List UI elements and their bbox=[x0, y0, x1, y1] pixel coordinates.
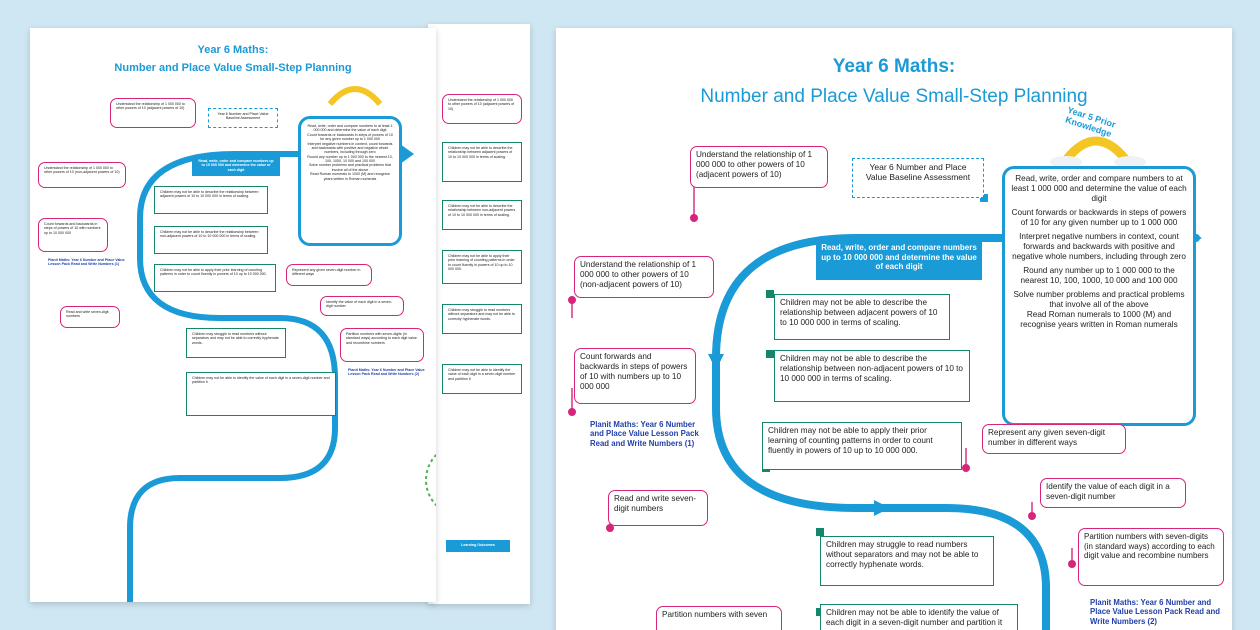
resource-link[interactable]: Planit Maths: Year 6 Number and Place Value Lesson Pack Read and Write Numbers (2) bbox=[1090, 598, 1221, 626]
left-misconception-box: Children may not be able to describe the relationship between non-adjacent powers of 10 to 10 000 000 in terms of scaling. bbox=[154, 226, 268, 254]
page-title-line1: Year 6 Maths: bbox=[832, 56, 956, 77]
left-title-line1: Year 6 Maths: bbox=[197, 44, 269, 56]
left-objective-banner: Read, write, order and compare numbers up to 10 000 000 and determine the value of each digit bbox=[192, 156, 280, 176]
back-misconception-box: Children may not be able to describe the relationship between adjacent powers of 10 to 10 000 000 in terms of scaling. bbox=[442, 142, 522, 182]
baseline-assessment-box: Year 6 Number and Place Value Baseline Assessment bbox=[852, 158, 984, 198]
left-title-line2: Number and Place Value Small-Step Planning bbox=[114, 62, 352, 74]
step-box: Represent any given seven-digit number in different ways bbox=[982, 424, 1126, 454]
left-rainbow-ring bbox=[426, 444, 436, 516]
left-sun-icon bbox=[330, 89, 380, 104]
step-box: Identify the value of each digit in a seven-digit number bbox=[1040, 478, 1186, 508]
left-resource-link[interactable]: Planit Maths: Year 6 Number and Place Value Lesson Pack Read and Write Numbers (1) bbox=[48, 258, 125, 267]
left-step-box: Count forwards and backwards in steps of powers of 10 with numbers up to 10 000 000 bbox=[38, 218, 108, 252]
misconception-box: Children may not be able to apply their prior learning of counting patterns in order to count fluently in powers of 10 up to 10 000 000. bbox=[762, 422, 962, 470]
back-misconception-box: Children may not be able to describe the relationship between non-adjacent powers of 10 to 10 000 000 in terms of scaling. bbox=[442, 200, 522, 230]
left-step-box: Represent any given seven-digit number in different ways bbox=[286, 264, 372, 286]
prior-item: Read Roman numerals to 1000 (M) and recognise years written in Roman numerals bbox=[1020, 310, 1178, 329]
back-step-box: Understand the relationship of 1 000 000 to other powers of 10 (adjacent powers of 10) bbox=[442, 94, 522, 124]
left-misconception-box: Children may not be able to identify the value of each digit in a seven-digit number and partition it bbox=[186, 372, 336, 416]
prior-item: Count forwards or backwards in steps of powers of 10 for any given number up to 1 000 000 bbox=[1011, 208, 1187, 227]
back-misconception-box: Children may struggle to read numbers without separators and may not be able to correctly hyphenate words. bbox=[442, 304, 522, 334]
left-misconception-box: Children may not be able to describe the relationship between adjacent powers of 10 to 10 000 000 in terms of scaling. bbox=[154, 186, 268, 214]
misconception-box: Children may not be able to identify the value of each digit in a seven-digit number and partition it bbox=[820, 604, 1018, 630]
misconception-box: Children may not be able to describe the relationship between non-adjacent powers of 10 to 10 000 000 in terms of scaling. bbox=[774, 350, 970, 402]
left-misconception-box: Children may struggle to read numbers without separators and may not be able to correctly hyphenate words. bbox=[186, 328, 286, 358]
left-baseline-assessment: Year 6 Number and Place Value Baseline Assessment bbox=[208, 108, 278, 128]
main-worksheet-page bbox=[556, 28, 1232, 630]
prior-item: Solve number problems and practical problems that involve all of the above bbox=[1013, 290, 1185, 309]
step-box: Read and write seven-digit numbers bbox=[608, 490, 708, 526]
back-misconception-box: Children may not be able to identify the value of each digit in a seven-digit number and partition it bbox=[442, 364, 522, 394]
left-prior-knowledge-box: Read, write, order and compare numbers to at least 1 000 000 and determine the value of each digit Count forwards or backwards in steps of powers of 10 for any given number up to 1 000 000 Interpret negative numbers in context, count forwards and backwards with positive and negative whole numbers, including through zero Round any number up to 1 000 000 to the nearest 10, 100, 1000, 10 000 and 100 000 Solve number problems and practical problems that involve all of the above Read Roman numerals to 1000 (M) and recognise years written in Roman numerals bbox=[298, 116, 402, 246]
prior-knowledge-heading: Year 5 Prior Knowledge bbox=[1064, 104, 1117, 139]
step-box: Understand the relationship of 1 000 000 to other powers of 10 (adjacent powers of 10) bbox=[690, 146, 828, 188]
back-sheet-tab: Learning Outcomes bbox=[446, 540, 510, 552]
step-box: Partition numbers with seven-digits (in standard ways) according to each digit value and recombine numbers bbox=[1078, 528, 1224, 586]
back-worksheet-page bbox=[428, 24, 530, 604]
left-step-box: Identify the value of each digit in a seven-digit number bbox=[320, 296, 404, 316]
objective-banner: Read, write, order and compare numbers up to 10 000 000 and determine the value of each digit bbox=[816, 240, 982, 280]
step-box: Count forwards and backwards in steps of powers of 10 with numbers up to 10 000 000 bbox=[574, 348, 696, 404]
left-step-box: Understand the relationship of 1 000 000 to other powers of 10 (adjacent powers of 10) bbox=[110, 98, 196, 128]
page-title-line2: Number and Place Value Small-Step Planning bbox=[700, 86, 1088, 107]
path-arrow-icon bbox=[874, 500, 890, 516]
left-worksheet-page bbox=[30, 28, 436, 602]
left-step-box: Read and write seven-digit numbers bbox=[60, 306, 120, 328]
prior-item: Interpret negative numbers in context, count forwards and backwards with positive and negative whole numbers, including through zero bbox=[1012, 232, 1186, 261]
misconception-box: Children may struggle to read numbers without separators and may not be able to correctly hyphenate words. bbox=[820, 536, 994, 586]
step-box: Partition numbers with seven bbox=[656, 606, 782, 630]
prior-item: Round any number up to 1 000 000 to the nearest 10, 100, 1000, 10 000 and 100 000 bbox=[1020, 266, 1178, 285]
left-step-box: Understand the relationship of 1 000 000 to other powers of 10 (non-adjacent powers of 10) bbox=[38, 162, 126, 188]
prior-knowledge-box bbox=[1002, 166, 1196, 426]
back-misconception-box: Children may not be able to apply their prior learning of counting patterns in order to count fluently in powers of 10 up to 10 000 000. bbox=[442, 250, 522, 284]
left-misconception-box: Children may not be able to apply their prior learning of counting patterns in order to count fluently in powers of 10 up to 10 000 000. bbox=[154, 264, 276, 292]
left-resource-link[interactable]: Planit Maths: Year 6 Number and Place Value Lesson Pack Read and Write Numbers (2) bbox=[348, 368, 425, 377]
step-box: Understand the relationship of 1 000 000 to other powers of 10 (non-adjacent powers of 10) bbox=[574, 256, 714, 298]
resource-link[interactable]: Planit Maths: Year 6 Number and Place Value Lesson Pack Read and Write Numbers (1) bbox=[590, 420, 699, 448]
path-arrow-icon bbox=[708, 354, 724, 370]
left-step-box: Partition numbers with seven-digits (in standard ways) according to each digit value and recombine numbers bbox=[340, 328, 424, 362]
prior-item: Read, write, order and compare numbers to at least 1 000 000 and determine the value of each digit bbox=[1011, 174, 1187, 203]
misconception-box: Children may not be able to describe the relationship between adjacent powers of 10 to 10 000 000 in terms of scaling. bbox=[774, 294, 950, 340]
left-path-flag-icon bbox=[400, 144, 414, 164]
